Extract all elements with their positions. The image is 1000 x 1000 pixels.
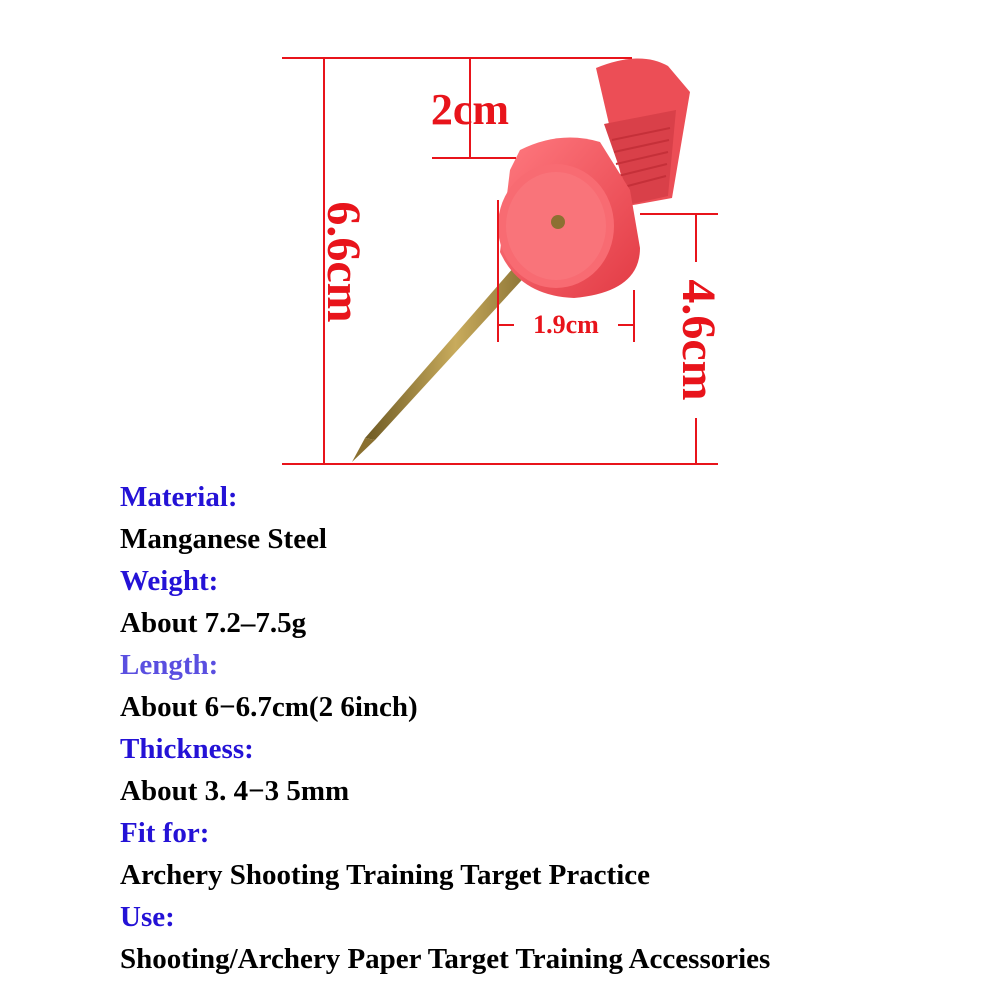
total-length-label: 6.6cm: [317, 201, 370, 323]
specification-list: [120, 476, 980, 980]
shaft-length-label: 4.6cm: [672, 279, 725, 401]
spec-label: Material:: [120, 481, 238, 513]
spec-value: Manganese Steel: [120, 523, 327, 555]
spec-value: About 3. 4−3 5mm: [120, 775, 350, 807]
spec-label: Thickness:: [120, 733, 254, 765]
cap-width-label: 2cm: [430, 85, 510, 134]
spec-label: Use:: [120, 901, 175, 933]
pin-cap: [498, 58, 690, 298]
cap-diameter-label: 1.9cm: [533, 310, 599, 339]
spec-label: Weight:: [120, 565, 219, 597]
spec-value: About 6−6.7cm(2 6inch): [120, 691, 418, 723]
product-dimension-diagram: [0, 0, 1000, 470]
spec-label: Fit for:: [120, 817, 210, 849]
target-pin-illustration: [352, 58, 690, 462]
spec-value: About 7.2–7.5g: [120, 607, 307, 639]
spec-label: Length:: [120, 649, 219, 681]
spec-value: Shooting/Archery Paper Target Training Accessories: [120, 943, 771, 975]
spec-value: Archery Shooting Training Target Practice: [120, 859, 651, 891]
